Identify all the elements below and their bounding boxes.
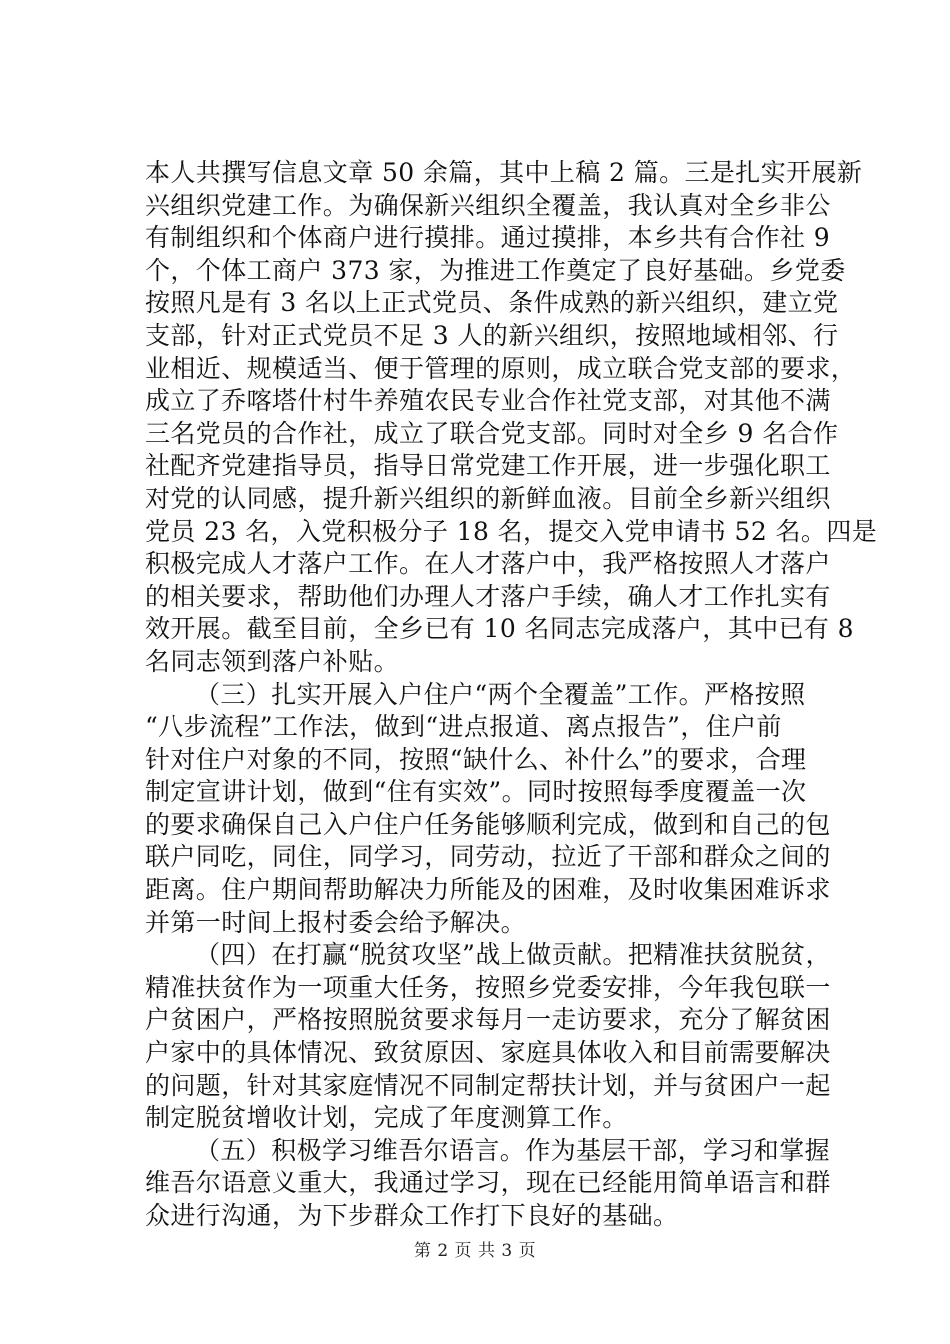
text-line: 三名党员的合作社，成立了联合党支部。同时对全乡 9 名合作 [145, 418, 839, 448]
paragraph-first-line: （五）积极学习维吾尔语言。作为基层干部，学习和掌握 [195, 1135, 831, 1165]
text-line: 制定宣讲计划，做到“住有实效”。同时按照每季度覆盖一次 [145, 777, 807, 807]
text-line: 对党的认同感，提升新兴组织的新鲜血液。目前全乡新兴组织 [145, 483, 831, 513]
text-line: 户家中的具体情况、致贫原因、家庭具体收入和目前需要解决 [145, 1038, 831, 1068]
text-line: 党员 23 名，入党积极分子 18 名，提交入党申请书 52 名。四是 [145, 516, 878, 546]
text-line: 名同志领到落户补贴。 [145, 646, 400, 676]
text-line: 成立了乔喀塔什村牛养殖农民专业合作社党支部，对其他不满 [145, 386, 831, 416]
text-line: 针对住户对象的不同，按照“缺什么、补什么”的要求，合理 [145, 744, 807, 774]
text-line: 的问题，针对其家庭情况不同制定帮扶计划，并与贫困户一起 [145, 1070, 831, 1100]
text-line: 积极完成人才落户工作。在人才落户中，我严格按照人才落户 [145, 549, 831, 579]
text-line: 精准扶贫作为一项重大任务，按照乡党委安排，今年我包联一 [145, 972, 831, 1002]
text-line: 并第一时间上报村委会给予解决。 [145, 907, 527, 937]
text-line: 的要求确保自己入户住户任务能够顺利完成，做到和自己的包 [145, 809, 831, 839]
text-line: 业相近、规模适当、便于管理的原则，成立联合党支部的要求， [145, 353, 857, 383]
text-line: 社配齐党建指导员，指导日常党建工作开展，进一步强化职工 [145, 451, 831, 481]
document-body [145, 157, 878, 1233]
text-line: 户贫困户，严格按照脱贫要求每月一走访要求，充分了解贫困 [145, 1005, 831, 1035]
text-line: 联户同吃，同住，同学习，同劳动，拉近了干部和群众之间的 [145, 842, 831, 872]
text-line: 的相关要求，帮助他们办理人才落户手续，确人才工作扎实有 [145, 581, 831, 611]
text-line: 有制组织和个体商户进行摸排。通过摸排，本乡共有合作社 9 [145, 223, 831, 253]
page-footer: 第 2 页 共 3 页 [413, 1241, 537, 1261]
text-line: “八步流程”工作法，做到“进点报道、离点报告”，住户前 [145, 712, 782, 742]
text-line: 众进行沟通，为下步群众工作打下良好的基础。 [145, 1201, 679, 1230]
paragraph-first-line: （三）扎实开展入户住户“两个全覆盖”工作。严格按照 [195, 679, 806, 709]
text-line: 效开展。截至目前，全乡已有 10 名同志完成落户，其中已有 8 [145, 614, 854, 644]
text-line: 距离。住户期间帮助解决力所能及的困难，及时收集困难诉求 [145, 875, 831, 905]
paragraph-first-line: （四）在打赢“脱贫攻坚”战上做贡献。把精准扶贫脱贫， [195, 940, 831, 970]
text-line: 个，个体工商户 373 家，为推进工作奠定了良好基础。乡党委 [145, 255, 846, 285]
text-line: 本人共撰写信息文章 50 余篇，其中上稿 2 篇。三是扎实开展新 [145, 158, 863, 187]
text-line: 制定脱贫增收计划，完成了年度测算工作。 [145, 1103, 628, 1133]
text-line: 维吾尔语意义重大，我通过学习，现在已经能用简单语言和群 [145, 1168, 831, 1198]
text-line: 兴组织党建工作。为确保新兴组织全覆盖，我认真对全乡非公 [145, 190, 831, 220]
text-line: 按照凡是有 3 名以上正式党员、条件成熟的新兴组织，建立党 [145, 288, 839, 318]
text-line: 支部，针对正式党员不足 3 人的新兴组织，按照地域相邻、行 [145, 320, 839, 350]
